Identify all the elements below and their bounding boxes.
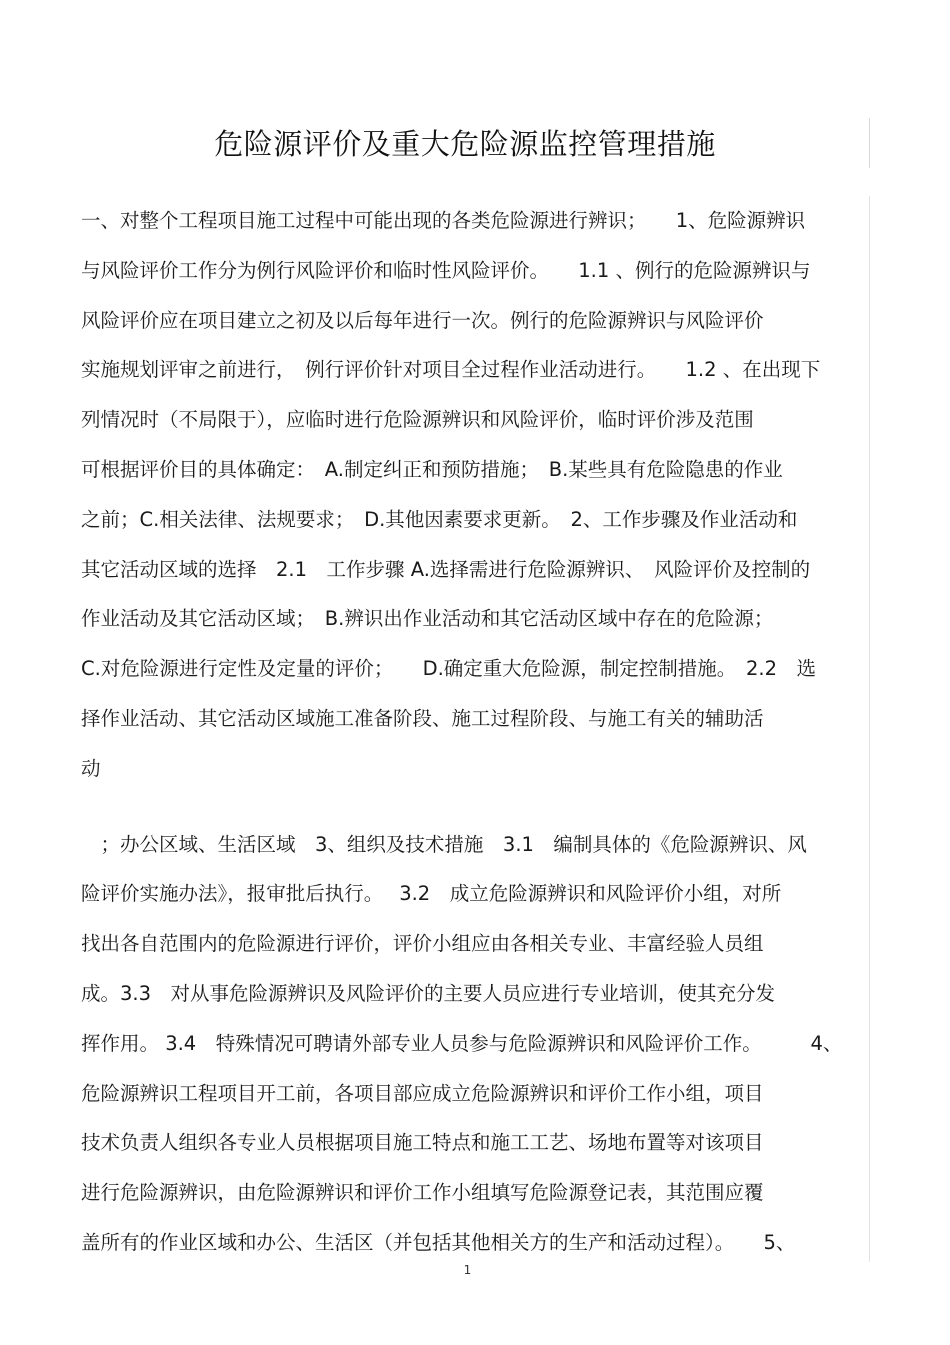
- text-line: 一、对整个工程项目施工过程中可能出现的各类危险源进行辨识； 1、危险源辨识: [81, 209, 806, 232]
- page-number: 1: [463, 1263, 472, 1277]
- document-body: [81, 196, 871, 1268]
- text-line: 之前；C.相关法律、法规要求； D.其他因素要求更新。 2、工作步骤及作业活动和: [81, 507, 798, 531]
- text-line: 与风险评价工作分为例行风险评价和临时性风险评价。 1.1 、例行的危险源辨识与: [81, 258, 811, 282]
- text-line: 成。3.3 对从事危险源辨识及风险评价的主要人员应进行专业培训，使其充分发: [81, 981, 776, 1005]
- text-line: C.对危险源进行定性及定量的评价； D.确定重大危险源，制定控制措施。 2.2 选: [81, 657, 817, 681]
- text-line: 危险源辨识工程项目开工前，各项目部应成立危险源辨识和评价工作小组，项目: [81, 1081, 764, 1105]
- text-line: 进行危险源辨识，由危险源辨识和评价工作小组填写危险源登记表，其范围应覆: [81, 1181, 764, 1205]
- text-line: 其它活动区域的选择 2.1 工作步骤 A.选择需进行危险源辨识、 风险评价及控制的: [81, 557, 811, 581]
- text-line: 可根据评价目的具体确定： A.制定纠正和预防措施； B.某些具有危险隐患的作业: [81, 457, 783, 481]
- text-line: 动: [81, 756, 101, 780]
- text-line: 险评价实施办法》，报审批后执行。 3.2 成立危险源辨识和风险评价小组，对所: [81, 882, 782, 906]
- text-line: 实施规划评审之前进行， 例行评价针对项目全过程作业活动进行。 1.2 、在出现下: [81, 358, 821, 382]
- paragraph-gap: [81, 794, 871, 820]
- text-line: ；办公区域、生活区域 3、组织及技术措施 3.1 编制具体的《危险源辨识、风: [81, 832, 807, 856]
- text-line: 找出各自范围内的危险源进行评价，评价小组应由各相关专业、丰富经验人员组: [81, 932, 764, 956]
- text-line: 盖所有的作业区域和办公、生活区（并包括其他相关方的生产和活动过程）。 5、: [81, 1230, 796, 1254]
- paragraph-2: [81, 820, 871, 1268]
- text-line: 技术负责人组织各专业人员根据项目施工特点和施工工艺、场地布置等对该项目: [81, 1131, 764, 1155]
- page-title: 危险源评价及重大危险源监控管理措施: [214, 127, 716, 161]
- text-line: 择作业活动、其它活动区域施工准备阶段、施工过程阶段、与施工有关的辅助活: [81, 706, 764, 730]
- text-line: 风险评价应在项目建立之初及以后每年进行一次。例行的危险源辨识与风险评价: [81, 308, 764, 332]
- text-line: 挥作用。 3.4 特殊情况可聘请外部专业人员参与危险源辨识和风险评价工作。 4、: [81, 1031, 843, 1055]
- text-line: 列情况时（不局限于），应临时进行危险源辨识和风险评价，临时评价涉及范围: [81, 408, 754, 432]
- paragraph-1: [81, 196, 871, 794]
- text-line: 作业活动及其它活动区域； B.辨识出作业活动和其它活动区域中存在的危险源；: [81, 607, 774, 631]
